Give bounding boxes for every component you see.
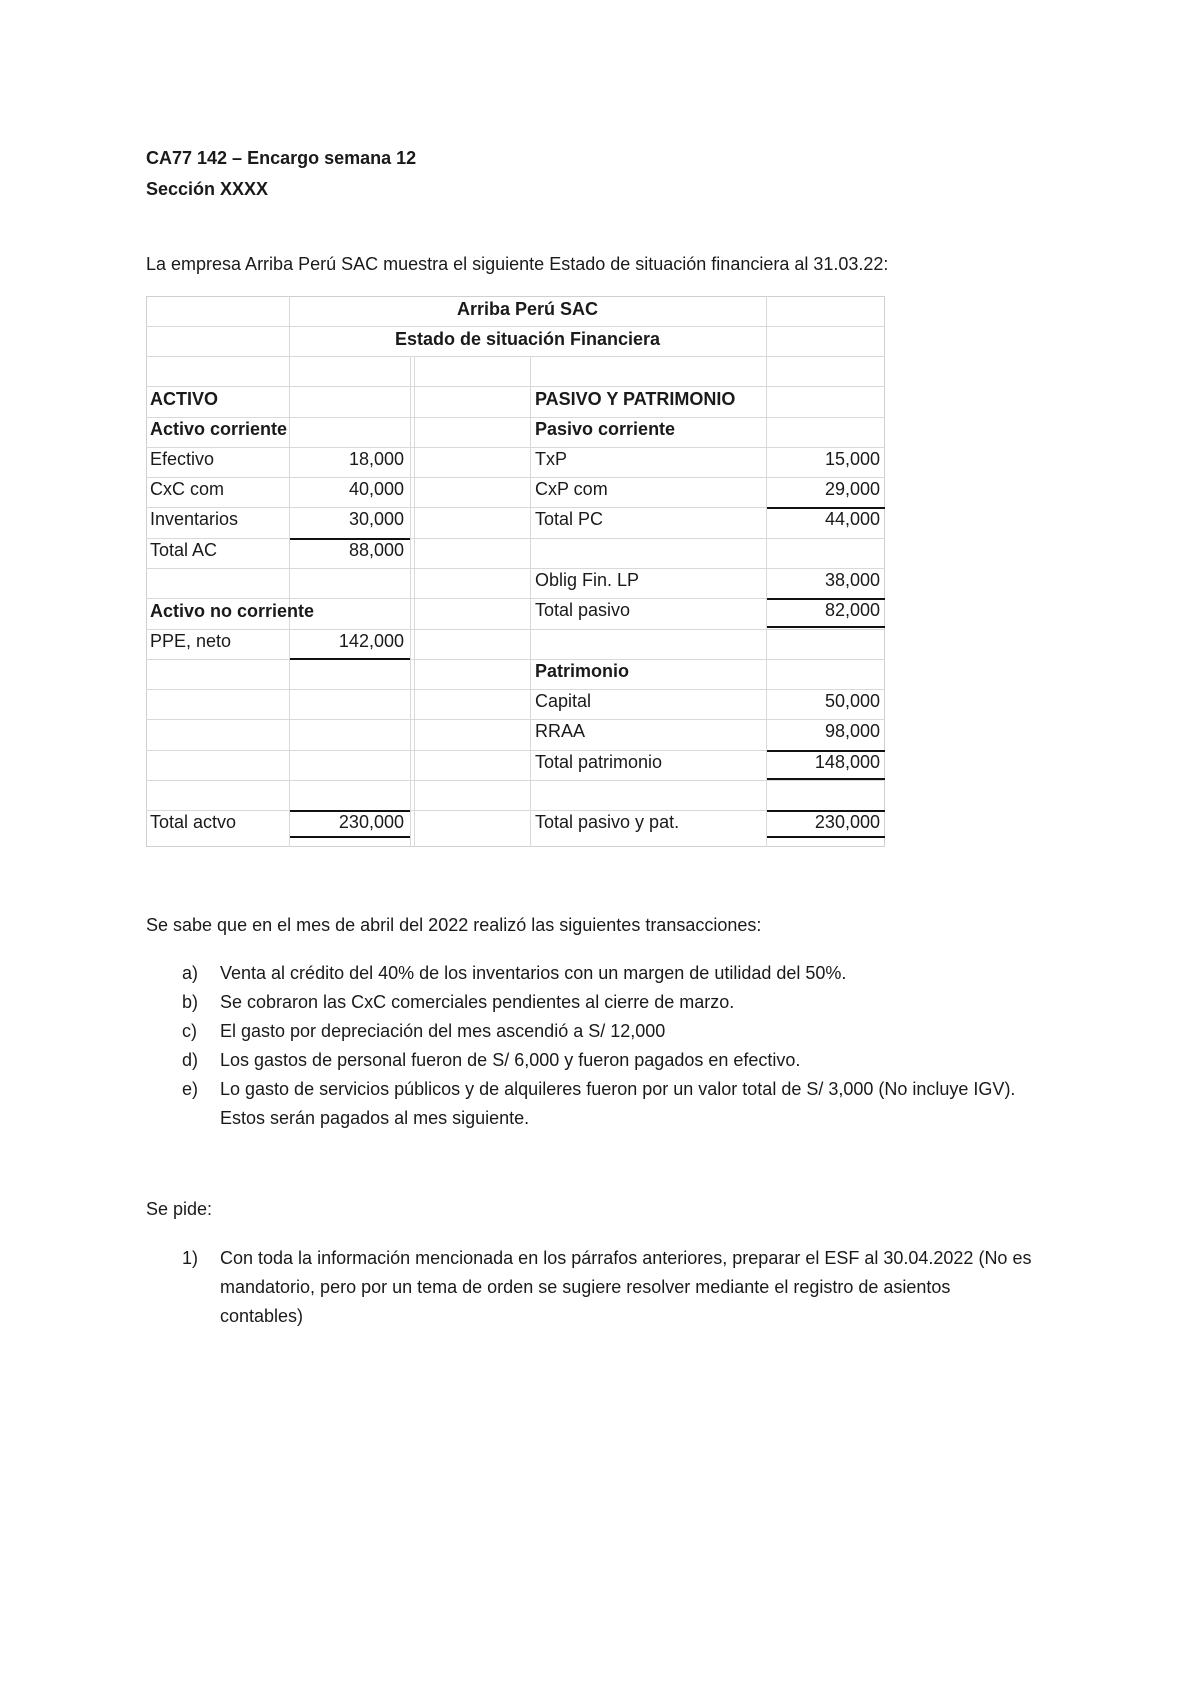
- long-term-label: Oblig Fin. LP: [535, 570, 640, 590]
- liability-label: TxP: [535, 449, 568, 469]
- total-liabilities-label: Total pasivo: [535, 600, 631, 620]
- list-item: [182, 988, 1042, 1017]
- total-underline: [290, 658, 410, 660]
- total-liabilities-value: 82,000: [824, 600, 880, 620]
- list-item: [182, 1244, 1042, 1334]
- total-liabilities-equity-value: 230,000: [814, 812, 880, 832]
- list-item: [182, 1046, 1042, 1075]
- noncurrent-assets-heading: Activo no corriente: [150, 601, 315, 621]
- list-item-text: Con toda la información mencionada en los párrafos anteriores, preparar el ESF al 30.04.2022 (No es mandatorio, pero por un tema de orden se sugiere resolver mediante el registro de asientos contables): [220, 1248, 1032, 1326]
- request-heading: Se pide:: [146, 1199, 213, 1219]
- grid-line: [146, 356, 885, 357]
- total-assets-label: Total actvo: [150, 812, 237, 832]
- grid-line: [289, 296, 290, 847]
- asset-value: 18,000: [348, 449, 404, 469]
- long-term-value: 38,000: [824, 570, 880, 590]
- grid-line: [410, 356, 411, 847]
- list-item-text: Se cobraron las CxC comerciales pendientes al cierre de marzo.: [220, 992, 735, 1012]
- asset-label: CxC com: [150, 479, 225, 499]
- assets-heading: ACTIVO: [150, 389, 219, 409]
- list-marker: c): [182, 1021, 197, 1041]
- liability-label: CxP com: [535, 479, 608, 499]
- grid-line: [146, 538, 885, 539]
- asset-value: 142,000: [338, 631, 404, 651]
- list-marker: b): [182, 992, 199, 1012]
- total-underline: [767, 626, 885, 628]
- asset-value: 40,000: [348, 479, 404, 499]
- total-current-assets-value: 88,000: [348, 540, 404, 560]
- list-marker: 1): [182, 1248, 199, 1268]
- total-equity-value: 148,000: [814, 752, 880, 772]
- course-title: CA77 142 – Encargo semana 12: [146, 148, 417, 168]
- section-label: Sección XXXX: [146, 179, 269, 199]
- grid-line: [146, 780, 885, 781]
- grid-line: [146, 629, 885, 630]
- equity-heading: Patrimonio: [535, 661, 630, 681]
- equity-label: RRAA: [535, 721, 586, 741]
- equity-value: 98,000: [824, 721, 880, 741]
- list-item: [182, 1017, 1042, 1046]
- liability-value: 29,000: [824, 479, 880, 499]
- current-liabilities-heading: Pasivo corriente: [535, 419, 676, 439]
- grid-line: [146, 659, 885, 660]
- current-assets-heading: Activo corriente: [150, 419, 288, 439]
- list-item-text: El gasto por depreciación del mes ascendió a S/ 12,000: [220, 1021, 666, 1041]
- equity-label: Capital: [535, 691, 592, 711]
- asset-label: Efectivo: [150, 449, 215, 469]
- list-item-text: Los gastos de personal fueron de S/ 6,000 y fueron pagados en efectivo.: [220, 1050, 801, 1070]
- list-marker: e): [182, 1079, 199, 1099]
- list-item-text: Venta al crédito del 40% de los inventarios con un margen de utilidad del 50%.: [220, 963, 847, 983]
- total-underline: [767, 778, 885, 780]
- total-current-assets-label: Total AC: [150, 540, 218, 560]
- statement-title: Estado de situación Financiera: [394, 329, 661, 349]
- total-current-liabilities-label: Total PC: [535, 509, 604, 529]
- balance-sheet-table: [146, 296, 885, 847]
- equity-value: 50,000: [824, 691, 880, 711]
- total-liabilities-equity-label: Total pasivo y pat.: [535, 812, 680, 832]
- grid-line: [530, 356, 531, 847]
- total-assets-value: 230,000: [338, 812, 404, 832]
- list-item: [182, 1075, 1042, 1133]
- list-item: [182, 959, 1042, 988]
- list-marker: a): [182, 963, 199, 983]
- asset-value: 30,000: [348, 509, 404, 529]
- transactions-intro: Se sabe que en el mes de abril del 2022 realizó las siguientes transacciones:: [146, 915, 762, 935]
- total-underline: [290, 836, 410, 838]
- list-marker: d): [182, 1050, 199, 1070]
- liabilities-heading: PASIVO Y PATRIMONIO: [535, 389, 736, 409]
- grid-line: [146, 386, 885, 387]
- grid-line: [414, 356, 415, 847]
- company-name: Arriba Perú SAC: [456, 299, 599, 319]
- list-item-text: Lo gasto de servicios públicos y de alquileres fueron por un valor total de S/ 3,000 (No incluye IGV). Estos serán pagados al mes siguiente.: [220, 1079, 1016, 1128]
- asset-label: Inventarios: [150, 509, 239, 529]
- intro-paragraph: La empresa Arriba Perú SAC muestra el siguiente Estado de situación financiera al 31.03.22:: [146, 254, 889, 274]
- total-underline: [767, 836, 885, 838]
- total-equity-label: Total patrimonio: [535, 752, 663, 772]
- asset-label: PPE, neto: [150, 631, 232, 651]
- total-current-liabilities-value: 44,000: [824, 509, 880, 529]
- liability-value: 15,000: [824, 449, 880, 469]
